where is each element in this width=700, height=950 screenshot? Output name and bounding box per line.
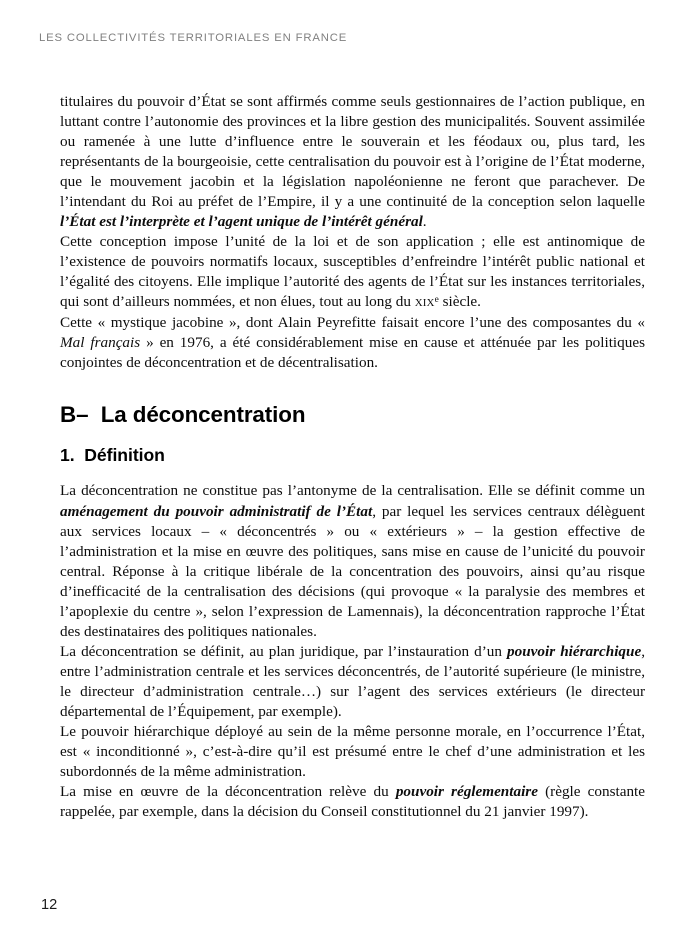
paragraph-text: Cette « mystique jacobine », dont Alain Peyrefitte faisait encore l’une des composantes du «	[60, 313, 645, 331]
paragraph-text: titulaires du pouvoir d’État se sont affirmés comme seuls gestionnaires de l’action publique, en luttant contre l’autonomie des provinces et la libre gestion des municipalités. Souvent assimilée ou ramenée à une lutte d’influence entre le souverain et les féodaux ou, plus tard, les représentants de la bourgeoisie, cette centralisation du pouvoir est à l’origine de l’État moderne, que le mouvement jacobin et la législation napoléonienne ne feront que parachever. De l’intendant du Roi au préfet de l’Empire, il y a une continuité de la conception selon laquelle	[60, 93, 645, 211]
heading-num-title: Définition	[84, 444, 165, 465]
emphasis-pouvoir-reglementaire: pouvoir réglementaire	[395, 783, 538, 801]
running-head: LES COLLECTIVITÉS TERRITORIALES EN FRANCE	[39, 32, 348, 44]
paragraph-text: La mise en œuvre de la déconcentration relève du	[60, 783, 396, 801]
heading-section-b	[60, 402, 645, 427]
century-ordinal-suffix: e	[434, 295, 439, 306]
paragraph-mystique-jacobine	[60, 313, 645, 373]
paragraph-text-tail: (règle constante rappelée, par exemple, dans la décision du Conseil constitutionnel du 21 janvier 1997).	[60, 783, 645, 821]
spacer-after-heading-b	[60, 427, 645, 446]
paragraph-text-tail: , entre l’administration centrale et les services déconcentrés, de l’autorité supérieure (le ministre, le directeur d’administration centrale…) sur l’agent des services extérieurs (le directeur départemental de l’Équipement, par exemple).	[60, 642, 645, 720]
emphasis-amenagement-pouvoir: aménagement du pouvoir administratif de l’État	[60, 502, 373, 520]
spacer-before-heading-b	[60, 373, 645, 402]
heading-num-marker: 1.	[60, 444, 75, 465]
title-mal-francais: Mal français	[60, 333, 141, 351]
paragraph-text-tail: » en 1976, a été considérablement mise en cause et atténuée par les politiques conjointes de déconcentration et de décentralisation.	[60, 333, 645, 371]
heading-subsection-1	[60, 446, 645, 466]
paragraph-text-tail: siècle.	[438, 293, 481, 311]
emphasis-pouvoir-hierarchique: pouvoir hiérarchique	[507, 642, 642, 660]
text-column	[60, 92, 645, 822]
paragraph-text-tail: .	[422, 213, 427, 231]
paragraph-pouvoir-reglementaire	[60, 782, 645, 822]
paragraph-inconditionne: Le pouvoir hiérarchique déployé au sein de la même personne morale, en l’occurrence l’État, est « inconditionné », c’est-à-dire qu’il est présumé entre le chef d’une administration et les subordonnés de la même administration.	[60, 723, 645, 781]
paragraph-text: La déconcentration se définit, au plan juridique, par l’instauration d’un	[60, 642, 508, 660]
paragraph-unite-loi	[60, 232, 645, 312]
heading-b-marker: B–	[60, 401, 89, 427]
paragraph-text-tail: , par lequel les services centraux délèguent aux services locaux – « déconcentrés » ou « extérieurs » – la gestion effective de l’administration et la mise en œuvre des politiques, sans mise en cause de l’unicité du pouvoir central. Réponse à la critique libérale de la concentration des pouvoirs, ainsi qu’au risque d’inefficacité de la centralisation des décisions (qui provoque « la paralysie des membres et l’apoplexie du centre », selon l’expression de Lamennais), la déconcentration rapproche l’État des destinataires des politiques nationales.	[60, 502, 645, 640]
page-number: 12	[41, 897, 58, 913]
heading-b-title: La déconcentration	[100, 401, 306, 427]
paragraph-definition-deconcentration	[60, 481, 645, 641]
spacer-after-heading-num	[60, 465, 645, 481]
paragraph-pouvoir-hierarchique	[60, 642, 645, 722]
emphasis-etat-interprete: l’État est l’interprète et l’agent unique de l’intérêt général	[60, 213, 423, 231]
century-roman-numeral: xix	[414, 293, 435, 311]
paragraph-text: Cette conception impose l’unité de la loi et de son application ; elle est antinomique de l’existence de pouvoirs normatifs locaux, susceptibles d’enfreindre l’intérêt public national et l’égalité des citoyens. Elle implique l’autorité des agents de l’État sur les instances territoriales, qui sont d’ailleurs nommées, et non élues, tout au long du	[60, 233, 645, 311]
paragraph-centralisation	[60, 92, 645, 232]
paragraph-text: La déconcentration ne constitue pas l’antonyme de la centralisation. Elle se définit comme un	[60, 482, 645, 500]
